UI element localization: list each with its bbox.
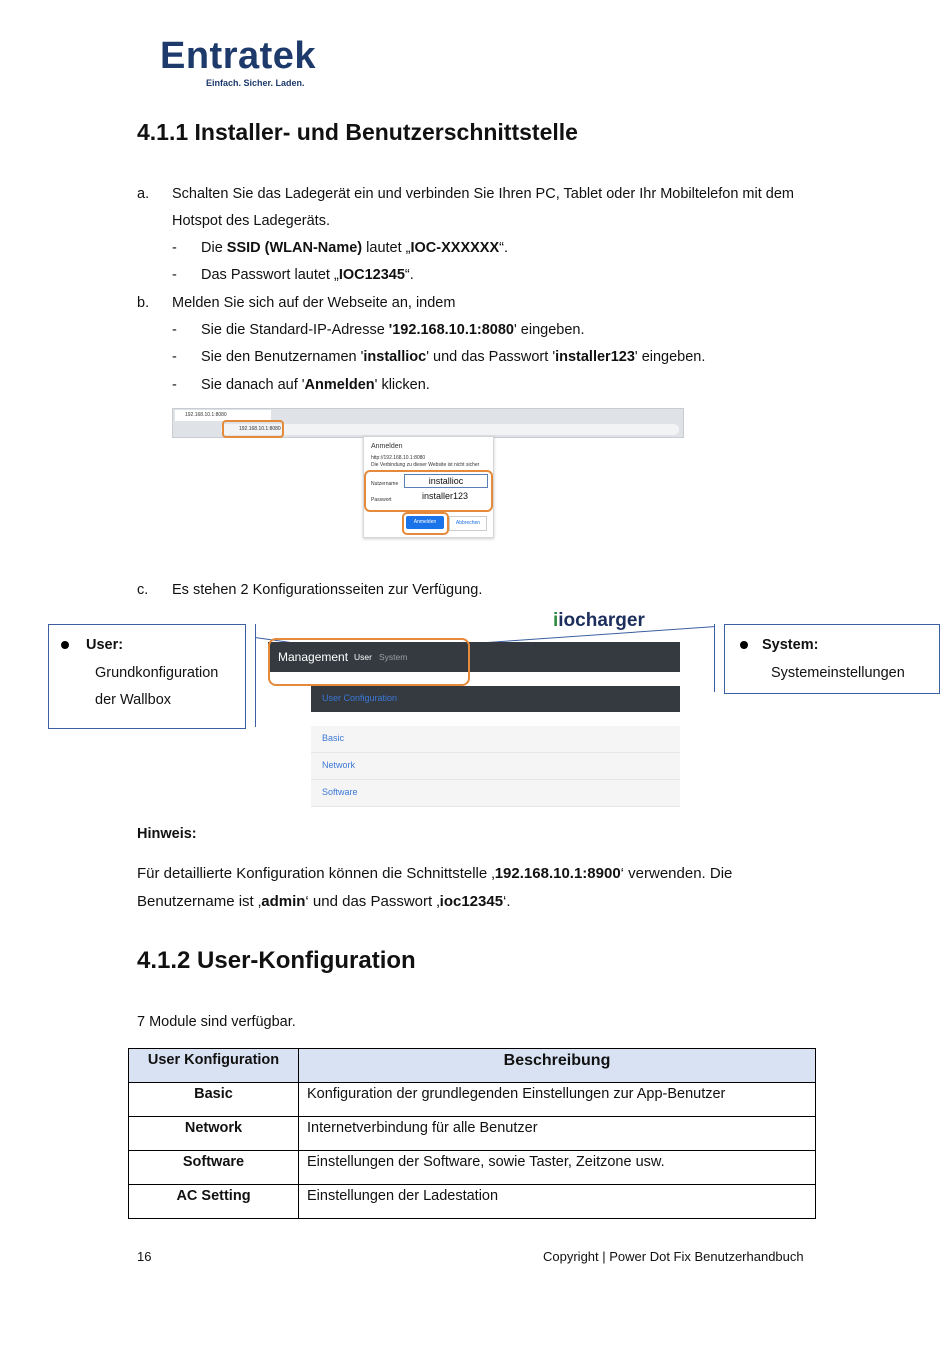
ioc-leaf-icon: i bbox=[553, 610, 559, 631]
table-cell-description: Einstellungen der Software, sowie Taster, Zeitzone usw. bbox=[299, 1151, 816, 1185]
callout-user bbox=[48, 624, 246, 729]
section-title-4-1-1: 4.1.1 Installer- und Benutzerschnittstelle bbox=[137, 119, 578, 145]
table-cell-description: Einstellungen der Ladestation bbox=[299, 1185, 816, 1219]
table-header-cell: Beschreibung bbox=[299, 1049, 816, 1083]
callout-user-line2: der Wallbox bbox=[95, 692, 172, 708]
section2-intro: 7 Module sind verfügbar. bbox=[137, 1014, 296, 1030]
step-b-bullet-login: Sie danach auf 'Anmelden' klicken. bbox=[201, 377, 430, 393]
connector-line bbox=[255, 624, 256, 727]
table-row bbox=[129, 1117, 816, 1151]
step-a-line1: Schalten Sie das Ladegerät ein und verbinden Sie Ihren PC, Tablet oder Ihr Mobiltelefon mit dem bbox=[172, 186, 794, 202]
table-cell-description: Internetverbindung für alle Benutzer bbox=[299, 1117, 816, 1151]
callout-system bbox=[724, 624, 940, 694]
nav-user: User bbox=[354, 652, 372, 662]
callout-system-title: System: bbox=[762, 637, 819, 653]
callout-user-title: User: bbox=[86, 637, 124, 653]
note-line2: Benutzername ist ‚admin‘ und das Passwort ‚ioc12345‘. bbox=[137, 893, 511, 910]
dash-bullet: - bbox=[172, 349, 177, 365]
nav-system: System bbox=[379, 652, 408, 662]
footer-copyright: Copyright | Power Dot Fix Benutzerhandbuch bbox=[543, 1249, 804, 1264]
nav-highlight bbox=[268, 638, 470, 686]
step-a-line2: Hotspot des Ladegeräts. bbox=[172, 213, 330, 229]
step-c-text: Es stehen 2 Konfigurationsseiten zur Verfügung. bbox=[172, 582, 483, 598]
menu-item-network: Network bbox=[311, 753, 680, 780]
dash-bullet: - bbox=[172, 377, 177, 393]
company-logo bbox=[160, 35, 317, 88]
user-config-table bbox=[128, 1048, 816, 1219]
iocharger-logo: iiocharger bbox=[553, 610, 645, 631]
login-button-highlight bbox=[402, 512, 449, 535]
table-row bbox=[129, 1185, 816, 1219]
nav-title: Management bbox=[278, 650, 349, 664]
logo-tagline: Einfach. Sicher. Laden. bbox=[206, 78, 305, 88]
user-configuration-header: User Configuration bbox=[311, 686, 680, 712]
dialog-warning: Die Verbindung zu dieser Website ist nicht sicher bbox=[371, 462, 480, 468]
table-cell-description: Konfiguration der grundlegenden Einstellungen zur App-Benutzer bbox=[299, 1083, 816, 1117]
password-label: Passwort bbox=[371, 497, 392, 503]
username-field: installioc bbox=[404, 474, 488, 488]
note-heading: Hinweis: bbox=[137, 826, 197, 842]
step-a-bullet-password: Das Passwort lautet „IOC12345“. bbox=[201, 267, 414, 283]
table-header-row bbox=[129, 1049, 816, 1083]
step-marker-a: a. bbox=[137, 186, 150, 202]
url-highlight bbox=[222, 420, 284, 438]
bullet-dot bbox=[740, 641, 748, 649]
dialog-title: Anmelden bbox=[371, 443, 403, 450]
dash-bullet: - bbox=[172, 240, 177, 256]
table-row bbox=[129, 1151, 816, 1185]
step-a-bullet-ssid: Die SSID (WLAN-Name) lautet „IOC-XXXXXX“. bbox=[201, 240, 508, 256]
login-button: Anmelden bbox=[406, 516, 444, 529]
username-label: Nutzername bbox=[371, 481, 399, 487]
cancel-button: Abbrechen bbox=[449, 516, 487, 531]
step-b-line1: Melden Sie sich auf der Webseite an, indem bbox=[172, 295, 456, 311]
dash-bullet: - bbox=[172, 322, 177, 338]
logo-wordmark: Entratek bbox=[160, 35, 317, 77]
dash-bullet: - bbox=[172, 267, 177, 283]
password-field: installer123 bbox=[421, 491, 469, 501]
table-cell-module: Software bbox=[129, 1151, 299, 1185]
table-cell-module: Network bbox=[129, 1117, 299, 1151]
dialog-url: http://192.168.10.1:8080 bbox=[371, 455, 426, 461]
browser-address-bar: 192.168.10.1:8080 bbox=[221, 424, 679, 435]
callout-user-line1: Grundkonfiguration bbox=[95, 665, 219, 681]
table-row bbox=[129, 1083, 816, 1117]
menu-item-software: Software bbox=[311, 780, 680, 807]
section-title-4-1-2: 4.1.2 User-Konfiguration bbox=[137, 947, 416, 974]
credentials-highlight bbox=[364, 470, 493, 512]
table-cell-module: AC Setting bbox=[129, 1185, 299, 1219]
callout-system-line1: Systemeinstellungen bbox=[771, 665, 905, 681]
step-b-bullet-credentials: Sie den Benutzernamen 'installioc' und das Passwort 'installer123' eingeben. bbox=[201, 349, 706, 365]
step-b-bullet-ip: Sie die Standard-IP-Adresse '192.168.10.1:8080' eingeben. bbox=[201, 322, 585, 338]
step-marker-c: c. bbox=[137, 582, 149, 598]
step-marker-b: b. bbox=[137, 295, 150, 311]
browser-tab: 192.168.10.1:8080 bbox=[175, 410, 271, 421]
page-number: 16 bbox=[137, 1249, 152, 1264]
note-line1: Für detaillierte Konfiguration können die Schnittstelle ‚192.168.10.1:8900‘ verwenden. Die bbox=[137, 865, 733, 882]
connector-line bbox=[714, 624, 715, 692]
table-header-cell: User Konfiguration bbox=[129, 1049, 299, 1083]
menu-item-basic: Basic bbox=[311, 726, 680, 753]
table-cell-module: Basic bbox=[129, 1083, 299, 1117]
bullet-dot bbox=[61, 641, 69, 649]
